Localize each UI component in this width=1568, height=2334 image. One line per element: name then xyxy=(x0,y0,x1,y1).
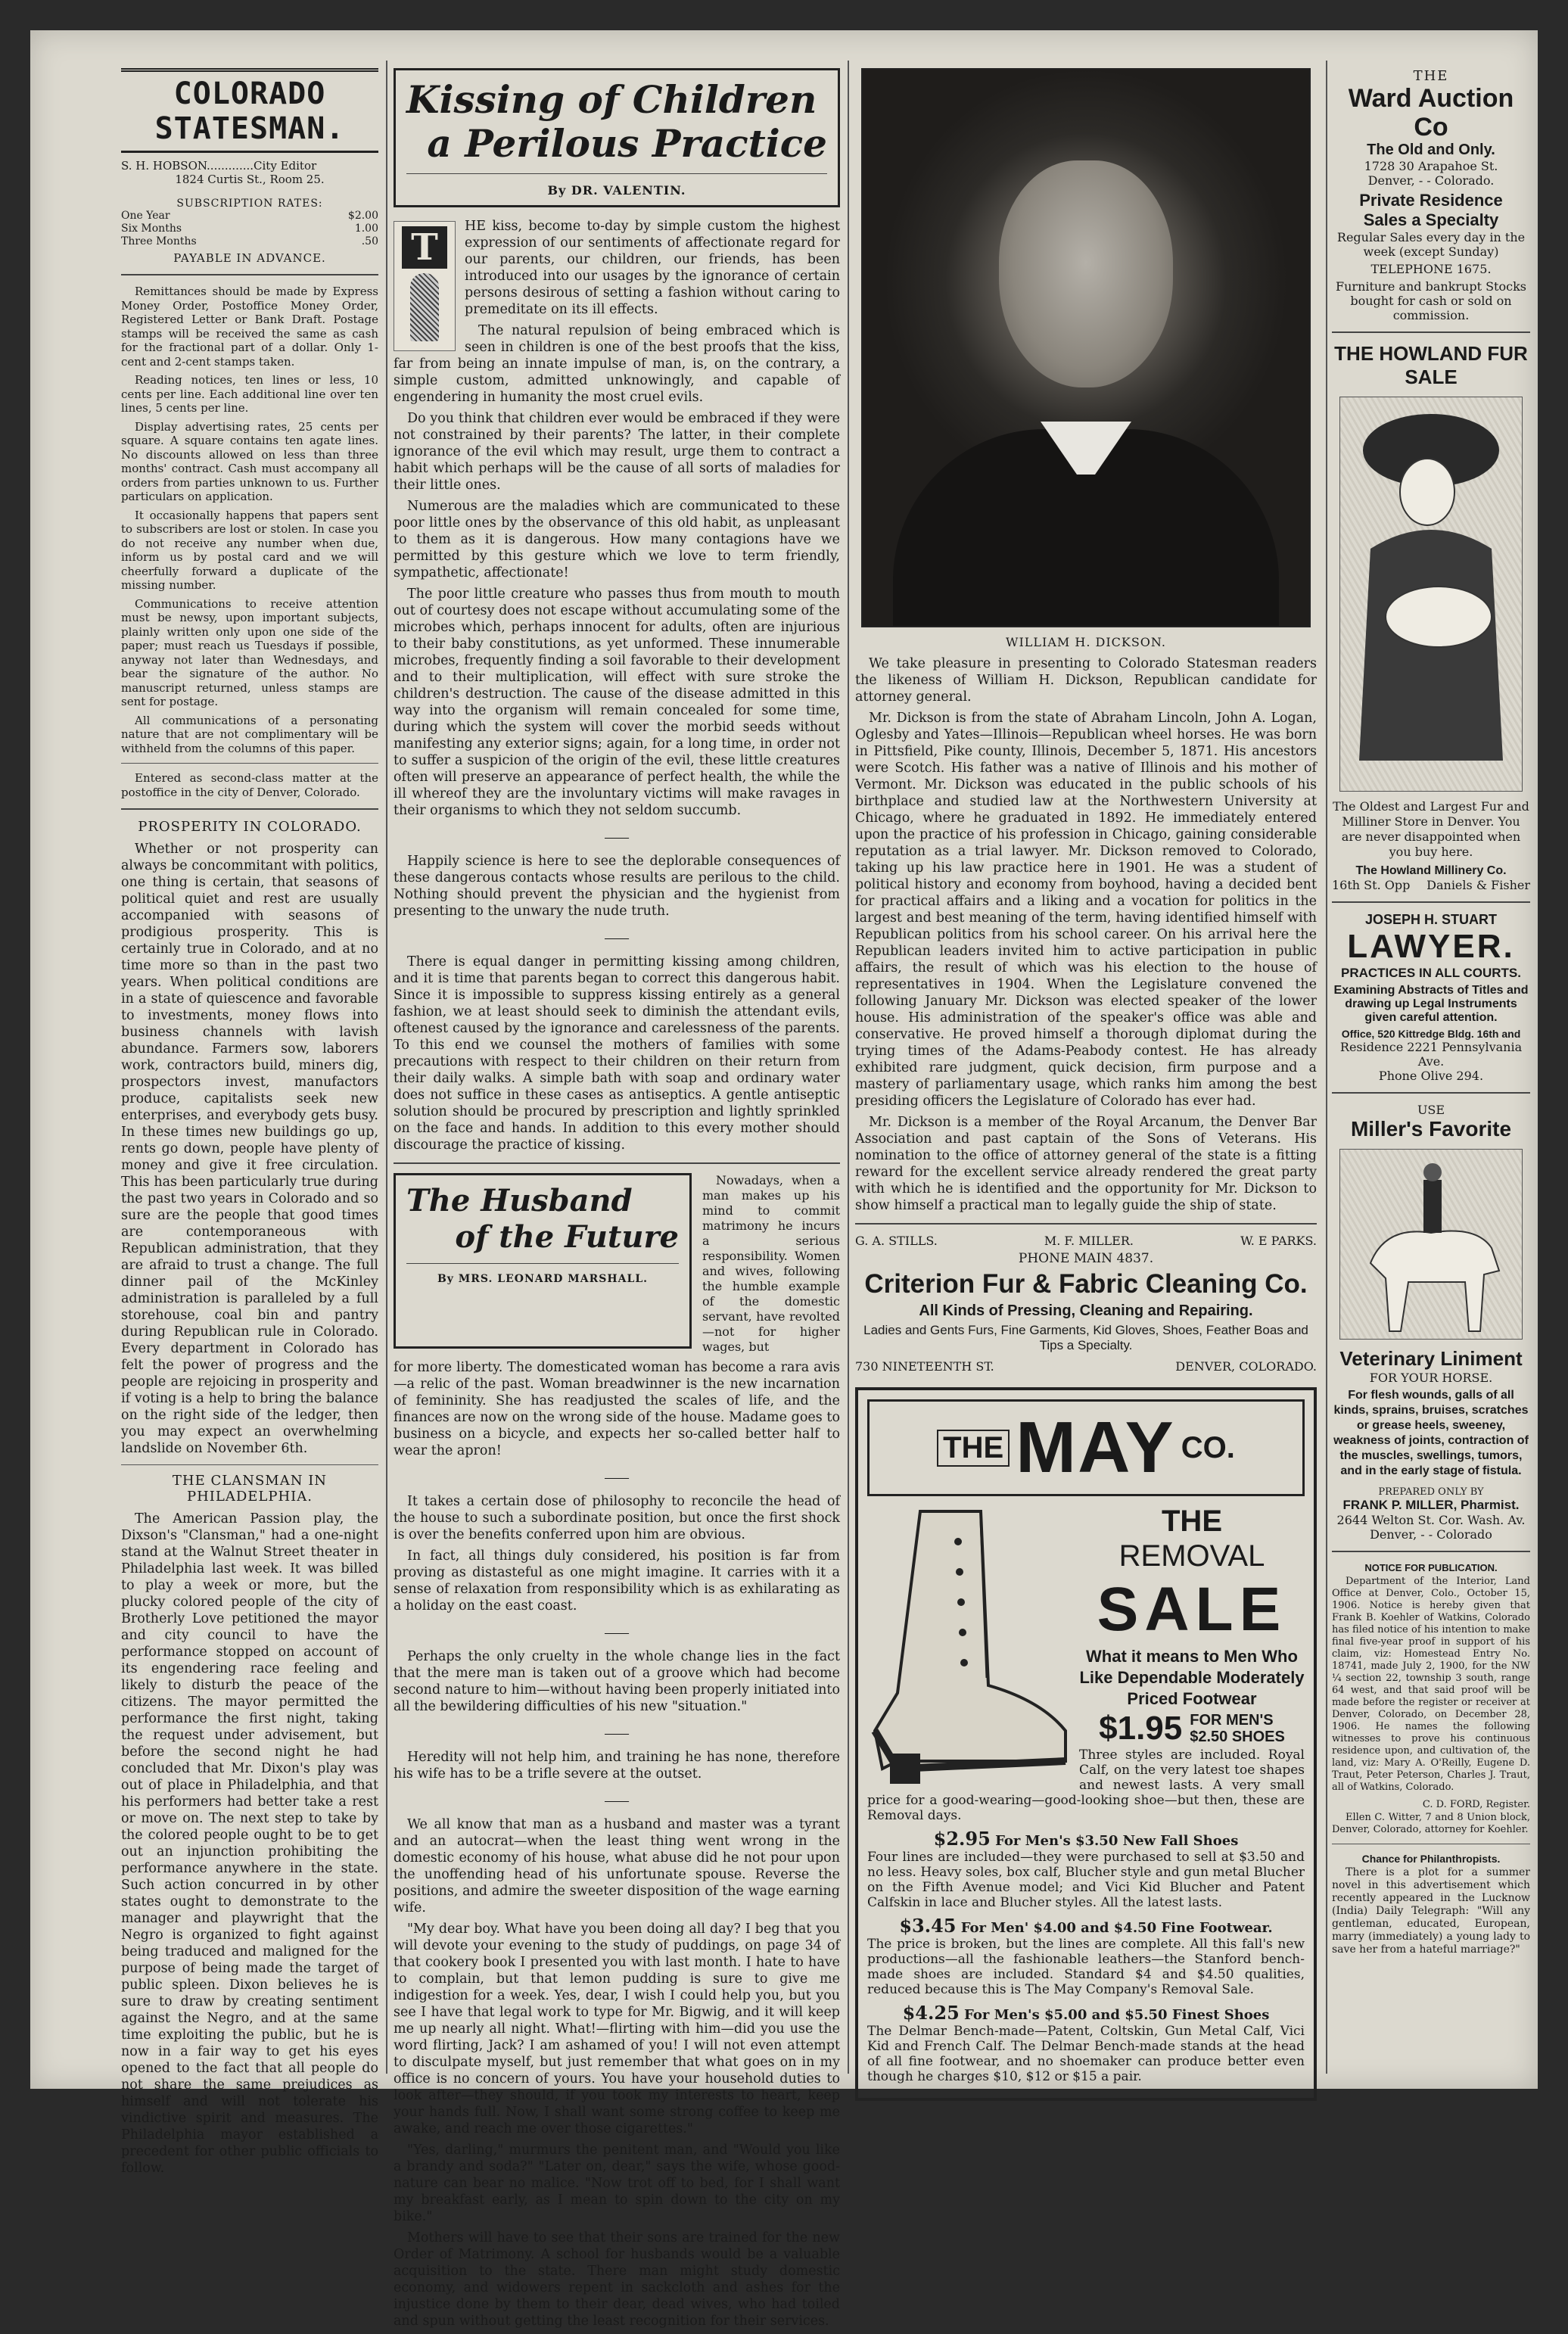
stuart-phone: Phone Olive 294. xyxy=(1378,1069,1484,1083)
may-text: Four lines are included—they were purchased to sell at $3.50 and no less. Heavy soles, box calf, Blucher style and gun metal Blucher on the Fifth Avenue model; and Vici Kid Blucher and Patent Calfskin in lace and Blucher styles. All the latest lasts. xyxy=(867,1850,1305,1910)
stuart-name: JOSEPH H. STUART xyxy=(1364,912,1498,927)
may-text: The Delmar Bench-made—Patent, Coltskin, Gun Metal Calf, Vici Kid and French Calf. The Delmar Bench-made stands at the head of all fine footwear, and no shoemaker can produce better even though he charges $10, $12 or $15 a pair. xyxy=(867,2024,1305,2084)
stuart-practices: PRACTICES IN ALL COURTS. xyxy=(1340,966,1521,980)
criterion-address-row xyxy=(855,1359,1317,1374)
column-1 xyxy=(121,68,378,2181)
column-rule xyxy=(386,61,387,2074)
removal-line3: SALE xyxy=(1097,1575,1287,1644)
ward-address: 1728 30 Arapahoe St. xyxy=(1364,159,1498,173)
divider xyxy=(855,1223,1317,1225)
notice-sign: C. D. FORD, Register. xyxy=(1422,1798,1530,1810)
rate-label: One Year xyxy=(121,209,170,222)
stuart-ad xyxy=(1332,912,1530,1083)
divider xyxy=(394,1162,840,1164)
price-row xyxy=(867,2002,1305,2024)
article-paragraph: Do you think that children ever would be embraced if they were not constrained by their parents? The latter, in their complete ignorance of the evil which may result, urge them to contract a habit which perhaps will be the cause of all sorts of maladies for their little ones. xyxy=(394,411,840,493)
divider xyxy=(121,763,378,764)
clansman-heading: THE CLANSMAN IN PHILADELPHIA. xyxy=(172,1473,328,1505)
criterion-city: DENVER, COLORADO. xyxy=(1175,1359,1317,1374)
chance-text: There is a plot for a summer novel in this advertisement which recently appeared in the Lucknow (India) Daily Telegraph: "Will any gentleman, educated, European, marry (immediately) a young lady to save her from a hateful marriage?" xyxy=(1332,1866,1530,1956)
fur-lady-illustration-icon xyxy=(1339,397,1523,792)
separator-icon: ⸺ xyxy=(604,1468,630,1486)
ward-city: Denver, - - Colorado. xyxy=(1367,173,1495,188)
kissing-article xyxy=(394,218,840,1153)
divider xyxy=(121,274,378,275)
legal-notice xyxy=(1332,1561,1530,1836)
husband-byline: By MRS. LEONARD MARSHALL. xyxy=(406,1263,679,1285)
article-paragraph: Mr. Dickson is a member of the Royal Arcanum, the Denver Bar Association and past captain of the Sons of Veterans. His nomination to the office of attorney general of the state is a fitting reward for the excellent service already rendered the great party with which he is identified and the opportunity for Mr. Dickson to show himself a practical man to legally guide the ship of state. xyxy=(855,1115,1317,1213)
portrait-photo xyxy=(861,68,1311,627)
ward-ad xyxy=(1332,68,1530,322)
main-price-for: FOR MEN'S xyxy=(1190,1712,1274,1729)
name-entry: G. A. STILLS. xyxy=(855,1234,938,1248)
kissing-byline: By DR. VALENTIN. xyxy=(406,173,827,198)
ward-phone: TELEPHONE 1675. xyxy=(1370,262,1492,276)
clansman-body: The American Passion play, the Dixson's "Clansman," had a one-night stand at the Walnut Street theater in Philadelphia last week. It was billed to play a week or more, but the plucky colored people of the city of Brotherly Love petitioned the mayor and city council to have the performance stopped on account of its engendering race feeling and likely to disturb the peace of the citizens. The mayor permitted the performance the first night, taking the request under advisement, but before the second night he had concluded that Mr. Dixon's play was out of place in Philadelphia, and that his performers had better take a rest or move on. The next step to take by the colored people ought to be to get out an injunction prohibiting the performance anywhere in the state. Such action concurred in by other states ought to demonstrate to the manager and playwright that the Negro is organized to fight against being traduced and maligned for the purpose of being made the target of public spleen. Dixon believes he is sure to draw by creating sentiment against the Negro, and at the same time exploiting the public, but he is now in a fair way to get his eyes opened to the fact that all people do not share the same prejudices as himself and will not tolerate his vindictive spirit and measures. The Philadelphia mayor established a precedent for other public officials to follow. xyxy=(121,1511,378,2176)
criterion-title: Criterion Fur & Fabric Cleaning Co. xyxy=(864,1269,1308,1299)
ward-name: Ward Auction Co xyxy=(1348,84,1514,142)
price-desc: For Men's $5.00 and $5.50 Finest Shoes xyxy=(964,2007,1270,2023)
article-paragraph: for more liberty. The domesticated woman has become a rara avis—a relic of the past. Woman breadwinner is the new incarnation of femininity. She has readjusted the scales of life, and the finances are now on the wrong side of the house. Madame goes to business on a bicycle, and expects her so-called better half to wear the apron! xyxy=(394,1360,840,1458)
miller-ad xyxy=(1332,1103,1530,1542)
may-logo-the: THE xyxy=(937,1430,1010,1467)
removal-line1: THE xyxy=(1162,1505,1222,1538)
main-price-row xyxy=(1079,1710,1305,1747)
husband-header xyxy=(394,1173,840,1359)
criterion-items: Ladies and Gents Furs, Fine Garments, Kid Gloves, Shoes, Feather Boas and Tips a Specialty. xyxy=(863,1323,1308,1352)
column-2 xyxy=(394,68,840,2334)
howland-ad xyxy=(1332,342,1530,892)
column-4 xyxy=(1332,68,1530,1961)
dropcap-letter: T xyxy=(402,226,447,269)
dropcap-illustration xyxy=(394,221,456,351)
article-paragraph: We all know that man as a husband and master was a tyrant and an autocrat—when the least thing went wrong in the domestic economy of his house, what abuse did he not pour upon the unoffending head of his unfortunate spouse. Reverse the positions, and admire the sweeter disposition of the wage earning wife. xyxy=(394,1817,840,1915)
may-logo-name: MAY xyxy=(1016,1407,1175,1488)
divider xyxy=(1332,1092,1530,1094)
criterion-ad xyxy=(855,1234,1317,1374)
removal-line2: REMOVAL xyxy=(1118,1539,1265,1573)
husband-title-line2: of the Future xyxy=(455,1219,679,1255)
miller-text: For flesh wounds, galls of all kinds, sprains, bruises, scratches or grease heels, sweeney, weakness of joints, contraction of the muscles, swellings, tumors, and in the early stage of fistula. xyxy=(1333,1389,1529,1477)
notice-paragraph: Display advertising rates, 25 cents per square. A square contains ten agate lines. No discounts allowed on less than three months' contract. Cash must accompany all orders from parties unknown to us. Further particulars on application. xyxy=(121,419,378,503)
ward-sub: The Old and Only. xyxy=(1367,142,1495,158)
article-paragraph: Numerous are the maladies which are communicated to these poor little ones by the observance of this old habit, as unpleasant to them as it is dangerous. How many contagions have we permitted by this gesture which we love to term friendly, sympathetic, affectionate! xyxy=(394,499,840,580)
article-paragraph: Happily science is here to see the deplorable consequences of these dangerous contacts whose results are perilous to the child. Nothing should prevent the physician and the hygienist from presenting to the unwary the nude truth. xyxy=(394,854,840,919)
divider xyxy=(121,808,378,810)
article-paragraph: The natural repulsion of being embraced which is seen in children is one of the best proofs that the kiss, far from being an innate impulse of man, is, on the contrary, a simple custom, admitted unknowingly, and capable of engendering in humanity the most cruel evils. xyxy=(394,323,840,405)
price: $3.45 xyxy=(899,1915,957,1937)
notice-attorney: Ellen C. Witter, 7 and 8 Union block, Denver, Colorado, attorney for Koehler. xyxy=(1332,1812,1530,1835)
kissing-title-line2: a Perilous Practice xyxy=(427,121,827,166)
miller-city: Denver, - - Colorado xyxy=(1370,1527,1492,1542)
price-desc: For Men's $3.50 New Fall Shoes xyxy=(995,1833,1239,1849)
rate-row xyxy=(121,223,378,235)
article-paragraph: The poor little creature who passes thus from mouth to mouth out of courtesy does not escape without accumulating some of the microbes which, perhaps innocent for adults, often are injurious to their baby constitutions, as yet unformed. These innumerable microbes, frequently finding a soil favorable to their development and to their multiplication, will effect with sure stroke the children's destruction. The cause of the disease admitted in this way into the organism will remain concealed for some time, during which the system will cover the morbid seeds without manifesting any exterior signs; again, for a long time, in order not to suffer a suspicion of the origin of the evil, these little creatures often will preserve an appearance of perfect health, the while the ill whereof they are the involuntary victims will make ravages in their organisms to which they not seldom succumb. xyxy=(394,587,840,818)
may-top xyxy=(867,1504,1305,1710)
divider xyxy=(1332,331,1530,333)
ward-sales: Sales a Specialty xyxy=(1363,210,1499,229)
separator-icon: ⸺ xyxy=(604,929,630,947)
price: $2.95 xyxy=(933,1828,991,1850)
article-paragraph: There is equal danger in permitting kissing among children, and it is time that parents began to correct this dangerous habit. Since it is impossible to suppress kissing entirely as a general fashion, we at least should seek to diminish the attendant evils, oftenest caused by the ignorance and carelessness of the parents. To this end we counsel the mothers of families with some precautions with respect to their children on their return from their daily walks. A simple bath with soap and ordinary water does not suffice in these cases as antiseptics. A gentle antiseptic solution should be procured by prescription and lightly sprinkled on the face and hands. In addition to this every mother should discourage the practice of kissing. xyxy=(394,954,840,1153)
column-rule xyxy=(1326,61,1327,2074)
figure-icon xyxy=(410,273,439,341)
notice-text: Department of the Interior, Land Office at Denver, Colo., October 15, 1906. Notice is hereby given that Frank B. Koehler of Watkins, Colorado has filed notice of his intention to make final five-year proof in support of his claim, viz: Homestead Entry No. 18741, made July 2, 1900, for the NW ¼ section 22, township 3 south, range 64 west, and that said proof will be made before the register or receiver at Denver, Colorado, on December 28, 1906. He names the following witnesses to prove his continuous residence upon, and cultivation of, the land, viz: Mary A. O'Reilly, Eugene D. Traut, Peter Peterson, Charles J. Traut, all of Watkins, Colorado. xyxy=(1332,1575,1530,1793)
miller-product: Veterinary Liniment xyxy=(1339,1347,1523,1370)
howland-address-2: Daniels & Fisher xyxy=(1426,878,1530,892)
may-text: The price is broken, but the lines are complete. All this fall's new productions—all the fashionable leathers—the Stanford bench-made shoes are included. Standard $4 and $4.50 qualities, reduced because this is The May Company's Removal Sale. xyxy=(867,1937,1305,1997)
howland-address xyxy=(1332,878,1530,892)
criterion-subtitle: All Kinds of Pressing, Cleaning and Repairing. xyxy=(919,1302,1253,1319)
separator-icon: ⸺ xyxy=(604,1623,630,1642)
name-entry: W. E PARKS. xyxy=(1240,1234,1317,1248)
article-paragraph: Heredity will not help him, and training he has none, therefore his wife has to be a trifle severe at the outset. xyxy=(394,1750,840,1782)
price-row xyxy=(867,1915,1305,1937)
payable-note: PAYABLE IN ADVANCE. xyxy=(173,251,326,265)
kissing-title-box xyxy=(394,68,840,207)
name-entry: M. F. MILLER. xyxy=(1044,1234,1134,1248)
ward-furniture: Furniture and bankrupt Stocks bought for cash or sold on commission. xyxy=(1336,279,1526,322)
may-logo-co: CO. xyxy=(1181,1430,1235,1464)
article-paragraph: Perhaps the only cruelty in the whole change lies in the fact that the mere man is taken out of a groove which had become second nature to him—without having been properly initiated into all the bewildering difficulties of his new "situation." xyxy=(394,1649,840,1714)
separator-icon: ⸺ xyxy=(604,1791,630,1810)
chance-item xyxy=(1332,1852,1530,1956)
stuart-lawyer: LAWYER. xyxy=(1347,928,1515,965)
article-paragraph: In fact, all things duly considered, his position is far from proving as distasteful as one might imagine. It carries with it a sense of relaxation from responsibility which is as exhilarating as a holiday on the east coast. xyxy=(394,1548,840,1614)
removal-subtitle: What it means to Men Who Like Dependable Moderately Priced Footwear xyxy=(1079,1647,1305,1708)
howland-address-1: 16th St. Opp xyxy=(1332,878,1411,892)
portrait-face xyxy=(999,160,1173,387)
ward-private: Private Residence xyxy=(1359,191,1503,210)
notice-paragraph: Communications to receive attention must be newsy, upon important subjects, plainly written only upon one side of the paper; must reach us Tuesdays if possible, anyway not later than Wednesdays, and bear the signature of the author. No manuscript returned, unless stamps are sent for postage. xyxy=(121,596,378,708)
chance-title: Chance for Philanthropists. xyxy=(1361,1853,1501,1865)
kissing-title-line1: Kissing of Children xyxy=(406,77,817,122)
notice-paragraph: It occasionally happens that papers sent to subscribers are lost or stolen. In case you do not receive any number when due, inform us by postal card and we will cheerfully forward a duplicate of the missing number. xyxy=(121,508,378,592)
editor-line xyxy=(121,159,378,173)
subscription-title: SUBSCRIPTION RATES: xyxy=(176,197,323,210)
may-logo xyxy=(867,1399,1305,1496)
stuart-office: Office, 520 Kittredge Bldg. 16th and xyxy=(1341,1028,1521,1040)
criterion-phone: PHONE MAIN 4837. xyxy=(1018,1251,1154,1266)
husband-side-text: Nowadays, when a man makes up his mind to commit matrimony he incurs a serious responsibility. Women and wives, following the humble example of the domestic servant, have revolted—not for higher wages, but xyxy=(702,1173,840,1354)
price-desc: For Men' $4.00 and $4.50 Fine Footwear. xyxy=(960,1920,1273,1936)
article-paragraph: Mr. Dickson is from the state of Abraham Lincoln, John A. Logan, Oglesby and Yates—Illinois—Republican wheel horses. He was born in Pittsfield, Pike county, Illinois, December 5, 1871. His ancestors were Scotch. His father was a native of Illinois and his mother of Vermont. Mr. Dickson was educated in the public schools of his birthplace and studied law at the Northwestern University at Chicago, where he graduated in 1892. He immediately entered upon the practice of his profession in Chicago, gaining considerable reputation as a trial lawyer. Mr. Dickson removed to Colorado, taking up his law practice here in 1901. He was a student of political history and economy from boyhood, having a decided bent for practical affairs and a liking and a vocation for politics in the largest and best meaning of the term, having identified himself with Republican politics from his school career. On his arrival here the Republican leaders invited him to active participation in public affairs, the result of which was his election to the house of representatives in 1904. When the Legislature convened the following January Mr. Dickson was elected speaker of the lower house. His administration of the speaker's office was able and conservative. He proved himself a thorough diplomat during the trying times of the Adams-Peabody contest. He has already exhibited rare judgment, quick decision, firm purpose and a mastery of parliamentary usage, which ranks him among the best presiding officers the Legislature of Colorado has ever had. xyxy=(855,711,1317,1109)
miller-address: 2644 Welton St. Cor. Wash. Av. xyxy=(1336,1513,1526,1527)
rate-row xyxy=(121,210,378,223)
article-paragraph: Mothers will have to see that their sons are trained for the new Order of Matrimony. A school for husbands would be a valuable acquisition to the state. There man might study domestic economy, and widowers repent in sackcloth and ashes for the injustice done by them to their dear, dead wives, who had toiled and spun without getting the least recognition for their services. xyxy=(394,2230,840,2329)
notice-title: NOTICE FOR PUBLICATION. xyxy=(1364,1562,1498,1573)
ward-regular: Regular Sales every day in the week (except Sunday) xyxy=(1336,230,1526,259)
rate-price: 1.00 xyxy=(354,222,378,235)
prosperity-body: Whether or not prosperity can always be concommitant with politics, one thing is certain, that seasons of political quiet and rest are usually accompanied with seasons of prodigious prosperity. This is certainly true in Colorado, and at no time more so than in the past two years. When political conditions are in a state of quiescence and favorable to investments, money flows into business channels with lavish abundance. Farmers sow, laborers work, contractors build, miners dig, prospectors invest, manufactors produce, capitalists seek new enterprises, and everybody gets busy. In these times new buildings go up, rents go down, people have plenty of money and give it free circulation. This has been particularly true during the past two years in Colorado and so sure are the people that good times are contemporaneous with Republican administration, that they are afraid to trust a change. The full dinner pail of the McKinley administration is paralleled by a full storehouse, coal bin and pantry during Republican rule in Colorado. Every department in Colorado has felt the power of progress and the people are rejoicing in prosperity and if voting is a help to bring the balance on the right side of the ledger, then you may expect an overwhelming landslide on November 6th. xyxy=(121,842,378,1456)
entered-note: Entered as second-class matter at the postoffice in the city of Denver, Colorado. xyxy=(121,771,378,799)
rate-label: Three Months xyxy=(121,235,197,247)
miller-name: FRANK P. MILLER, Pharmist. xyxy=(1342,1498,1520,1512)
column-3 xyxy=(855,68,1317,2101)
rate-price: .50 xyxy=(361,235,378,247)
rate-price: $2.00 xyxy=(347,209,378,222)
howland-text: The Oldest and Largest Fur and Milliner Store in Denver. You are never disappointed when you buy here. xyxy=(1333,799,1529,859)
notice-paragraph: Remittances should be made by Express Money Order, Postoffice Money Order, Registered Letter or Bank Draft. Postage stamps will be received the same as cash for the fractional part of a dollar. Only 1-cent and 2-cent stamps taken. xyxy=(121,285,378,369)
divider xyxy=(1332,1551,1530,1552)
divider xyxy=(121,1464,378,1465)
miller-prepared: PREPARED ONLY BY xyxy=(1378,1486,1484,1498)
husband-title-line1: The Husband xyxy=(406,1183,633,1218)
ward-the: THE xyxy=(1413,68,1449,84)
editor-name: S. H. HOBSON.............City Editor xyxy=(121,159,317,173)
main-price-was: $2.50 SHOES xyxy=(1190,1729,1285,1745)
newspaper-page xyxy=(30,30,1538,2329)
divider xyxy=(1332,901,1530,903)
notice-paragraph: Reading notices, ten lines or less, 10 cents per line. Each additional line over ten lines, 5 cents per line. xyxy=(121,373,378,415)
miller-title: Miller's Favorite xyxy=(1350,1117,1512,1141)
criterion-names xyxy=(855,1234,1317,1248)
article-paragraph: We take pleasure in presenting to Colorado Statesman readers the likeness of William H. Dickson, Republican candidate for attorney general. xyxy=(855,656,1317,705)
stuart-residence: Residence 2221 Pennsylvania Ave. xyxy=(1339,1040,1523,1069)
price: $4.25 xyxy=(902,2002,960,2024)
may-text: Three styles are included. Royal Calf, on the very latest toe shapes and newest lasts. A very small price for a good-wearing—good-looking shoe—but then, these are Removal days. xyxy=(867,1747,1305,1823)
howland-title: THE HOWLAND FUR SALE xyxy=(1334,342,1528,388)
howland-name: The Howland Millinery Co. xyxy=(1355,864,1507,877)
column-rule xyxy=(848,61,849,2074)
article-paragraph: "My dear boy. What have you been doing all day? I beg that you will devote your evening to the study of puddings, on page 34 of that cookery book I presented you with last month. I hate to have to complain, but that lemon pudding is sure to give me indigestion for a week. Yes, dear, I wish I could help you, but you see I have that legal work to type for Mr. Bigwig, and it will keep me up nearly all night. What!—flirting with him—did you use the word flirting, Jack? I am ashamed of you! I will not even attempt to disculpate myself, but just remember that what goes on in my office is no concern of yours. You have your household duties to look after—they should, if you took my interests to heart, keep your hands full. Now, I shall want some strong coffee to keep me awake, and reach me over those cigarettes." xyxy=(394,1922,840,2136)
miller-use: USE xyxy=(1417,1103,1445,1117)
stuart-text: Examining Abstracts of Titles and drawing up Legal Instruments given careful attention. xyxy=(1333,984,1529,1024)
husband-title-box xyxy=(394,1173,692,1349)
shoe-icon xyxy=(867,1504,1072,1791)
separator-icon: ⸺ xyxy=(604,1724,630,1742)
prosperity-heading: PROSPERITY IN COLORADO. xyxy=(138,819,362,835)
rate-label: Six Months xyxy=(121,222,182,235)
article-paragraph: "Yes, darling," murmurs the penitent man, and "Would you like a brandy and soda?" "Later on, dear," says the wife, whose good-nature can bear no malice. "Now trot off to bed, for I shall want my breakfast early, as I mean to spin down to the city on my bike." xyxy=(394,2143,840,2224)
notice-paragraph: All communications of a personating nature that are not complimentary will be withheld from the columns of this paper. xyxy=(121,713,378,755)
article-paragraph: It takes a certain dose of philosophy to reconcile the head of the house to such a subordinate position, but once the first shock is over the benefits conferred upon him are obvious. xyxy=(394,1494,840,1542)
may-co-ad xyxy=(855,1387,1317,2101)
miller-for: FOR YOUR HORSE. xyxy=(1369,1371,1493,1385)
price-row xyxy=(867,1828,1305,1850)
masthead: COLORADO STATESMAN. xyxy=(121,68,378,153)
rate-row xyxy=(121,235,378,248)
separator-icon: ⸺ xyxy=(604,828,630,846)
portrait-caption: WILLIAM H. DICKSON. xyxy=(1006,635,1166,649)
horse-rider-illustration-icon xyxy=(1339,1149,1523,1340)
editor-address: 1824 Curtis St., Room 25. xyxy=(175,173,325,186)
main-price: $1.95 xyxy=(1099,1710,1183,1747)
article-paragraph: HE kiss, become to-day by simple custom the highest expression of our sentiments of affectionate regard for our parents, our children, our friends, has been introduced into our usages by the ignorance of certain persons desirous of setting a fashion without caring to premeditate on its ill effects. xyxy=(465,219,840,317)
criterion-address: 730 NINETEENTH ST. xyxy=(855,1359,994,1374)
